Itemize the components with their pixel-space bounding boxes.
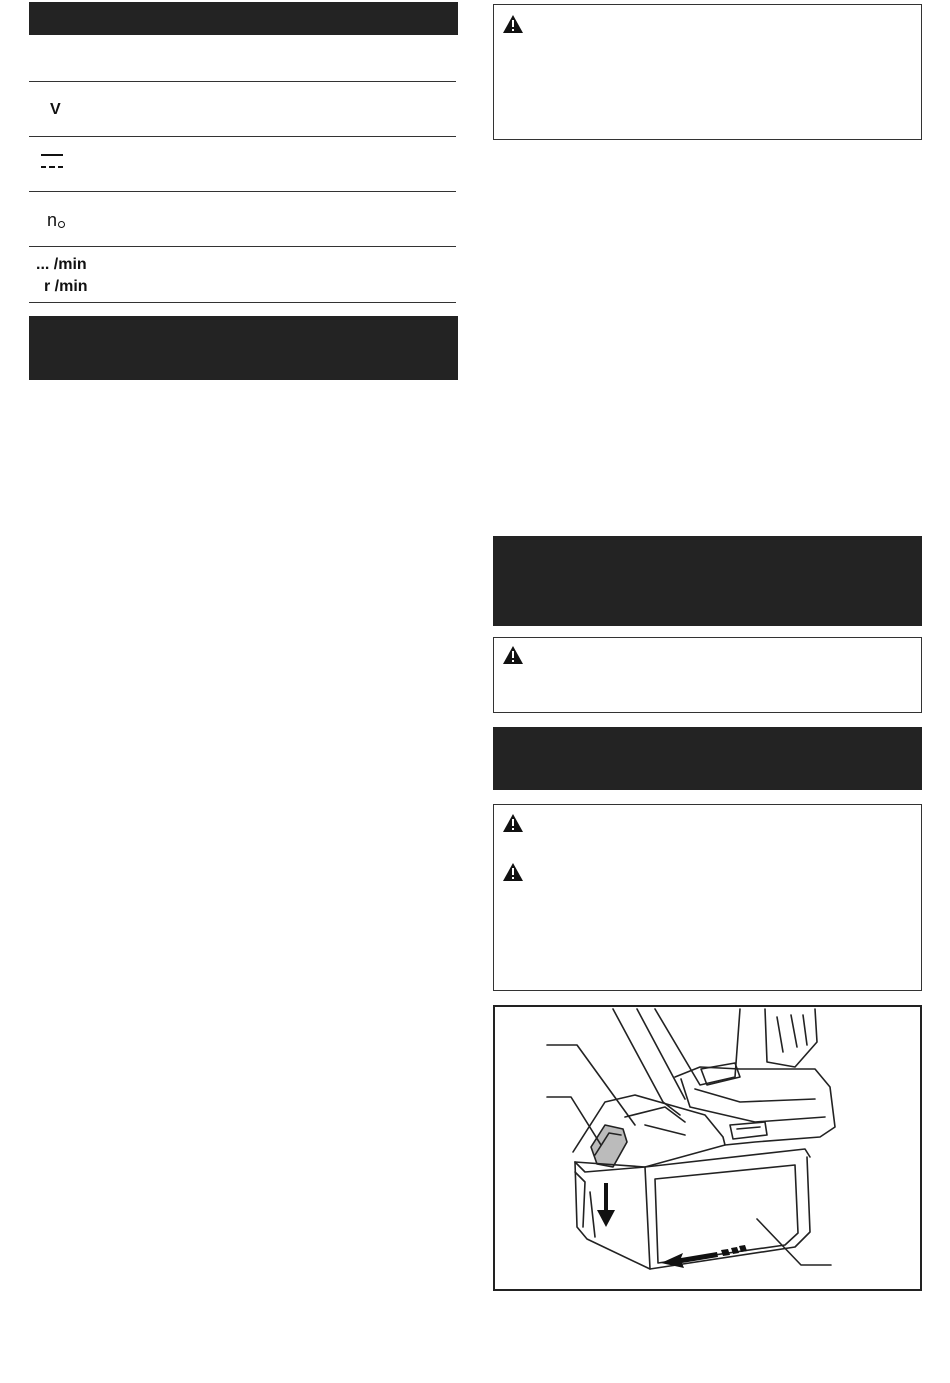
voltage-symbol: V — [50, 101, 61, 118]
table-rule — [29, 81, 456, 82]
table-rule — [29, 246, 456, 247]
no-load-speed-symbol: n — [47, 210, 58, 230]
warning-box-3 — [493, 804, 922, 991]
revolutions-per-minute-symbol: r /min — [44, 278, 88, 295]
press-down-arrow-icon — [597, 1183, 615, 1227]
direct-current-icon — [39, 152, 65, 172]
right-section-header-bar-2 — [493, 727, 922, 790]
table-rule — [29, 136, 456, 137]
warning-triangle-icon — [502, 813, 524, 833]
warning-triangle-icon — [502, 645, 524, 665]
table-rule — [29, 191, 456, 192]
left-section-header-bar — [29, 316, 458, 380]
warning-triangle-icon — [502, 862, 524, 882]
subscript-circle — [58, 221, 65, 228]
per-minute-symbol: ... /min — [36, 256, 87, 273]
warning-triangle-icon — [502, 14, 524, 34]
table-rule — [29, 302, 456, 303]
battery-tool-illustration — [495, 1007, 920, 1289]
no-load-speed-icon — [47, 210, 65, 231]
battery-removal-figure — [493, 1005, 922, 1291]
right-section-header-bar-1 — [493, 536, 922, 626]
warning-box-2 — [493, 637, 922, 713]
left-top-header-bar — [29, 2, 458, 35]
warning-box-1 — [493, 4, 922, 140]
